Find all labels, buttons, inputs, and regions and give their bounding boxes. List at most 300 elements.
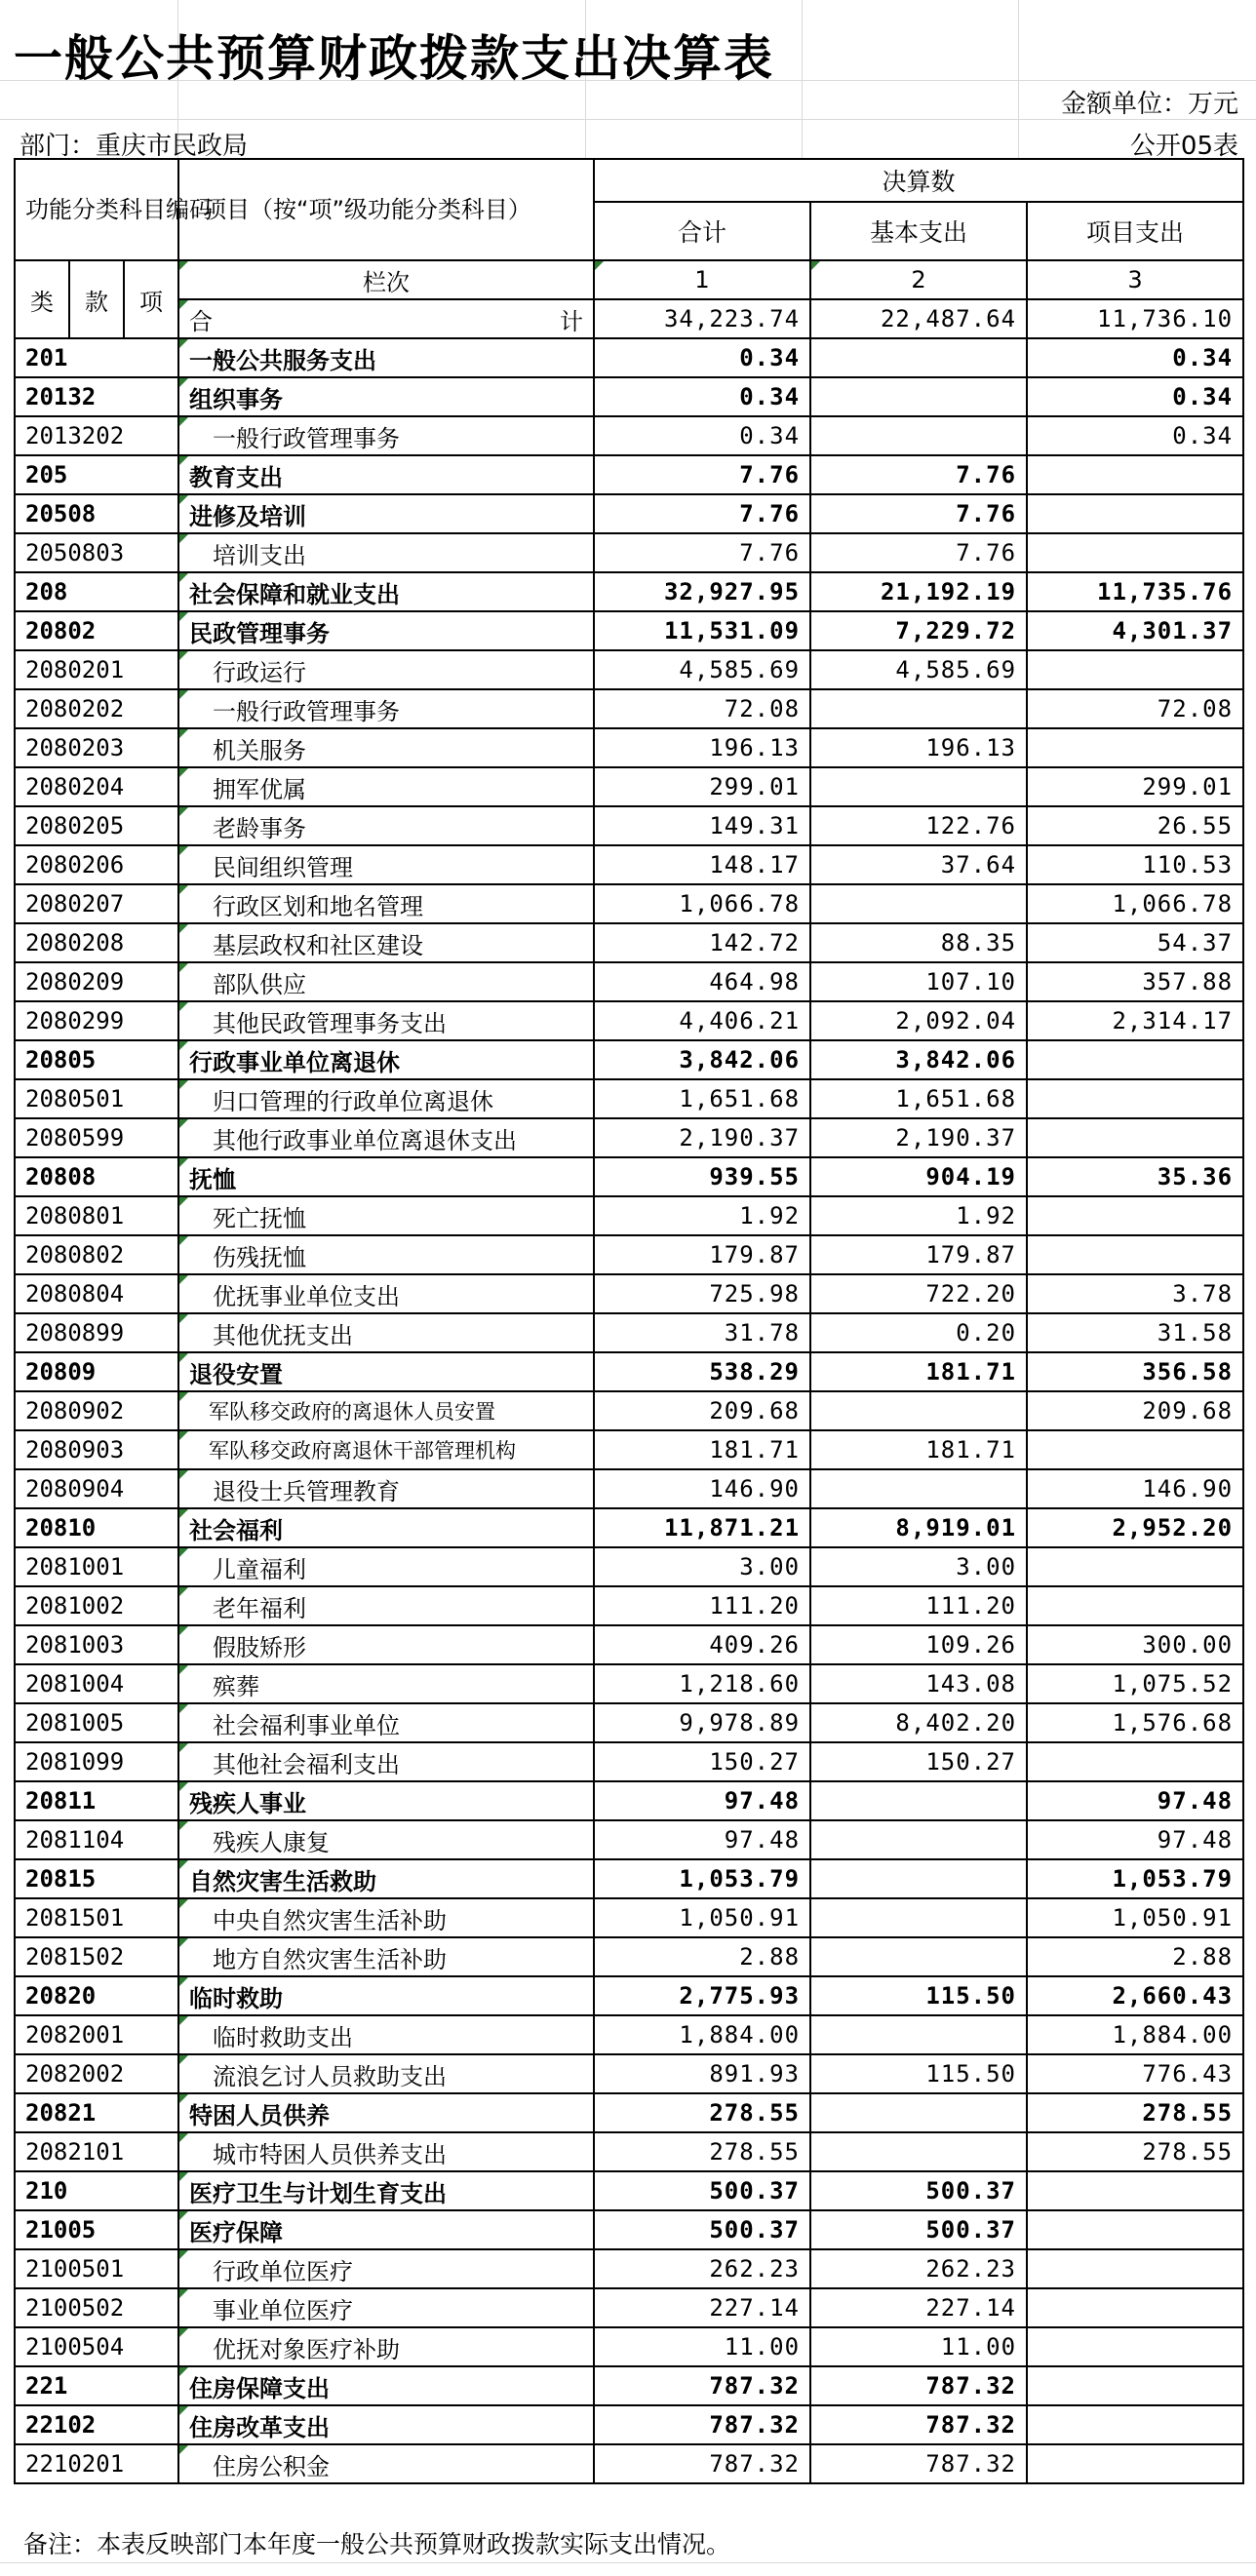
row-total: 939.55 <box>594 1157 810 1196</box>
row-total: 787.32 <box>594 2405 810 2444</box>
row-basic: 0.20 <box>810 1313 1027 1352</box>
row-total: 262.23 <box>594 2249 810 2288</box>
table-row <box>15 1313 1243 1352</box>
header-lanci: 栏次 <box>178 260 594 299</box>
row-total: 111.20 <box>594 1586 810 1625</box>
table-row <box>15 2327 1243 2366</box>
table-row <box>15 1391 1243 1430</box>
table-row <box>15 494 1243 533</box>
row-code: 2082001 <box>15 2015 178 2054</box>
table-row <box>15 2171 1243 2210</box>
row-project: 146.90 <box>1027 1469 1243 1508</box>
row-total: 148.17 <box>594 845 810 884</box>
row-name: 组织事务 <box>178 377 594 416</box>
row-code: 2080599 <box>15 1118 178 1157</box>
header-kuan: 款 <box>69 260 124 338</box>
row-project <box>1027 1118 1243 1157</box>
row-name: 地方自然灾害生活补助 <box>178 1937 594 1976</box>
row-basic <box>810 767 1027 806</box>
table-row <box>15 689 1243 728</box>
table-row <box>15 1781 1243 1820</box>
row-code: 2080206 <box>15 845 178 884</box>
row-name: 一般行政管理事务 <box>178 416 594 455</box>
row-total: 278.55 <box>594 2132 810 2171</box>
row-total: 97.48 <box>594 1781 810 1820</box>
row-total: 142.72 <box>594 923 810 962</box>
row-project <box>1027 1079 1243 1118</box>
table-row <box>15 2015 1243 2054</box>
row-code: 210 <box>15 2171 178 2210</box>
table-row <box>15 2132 1243 2171</box>
row-basic <box>810 338 1027 377</box>
row-code: 2080902 <box>15 1391 178 1430</box>
row-basic: 722.20 <box>810 1274 1027 1313</box>
row-name: 抚恤 <box>178 1157 594 1196</box>
row-total: 538.29 <box>594 1352 810 1391</box>
row-name: 行政运行 <box>178 650 594 689</box>
row-basic: 7.76 <box>810 494 1027 533</box>
row-name: 其他优抚支出 <box>178 1313 594 1352</box>
row-project <box>1027 494 1243 533</box>
row-total: 500.37 <box>594 2210 810 2249</box>
row-basic: 7,229.72 <box>810 611 1027 650</box>
row-code: 2082101 <box>15 2132 178 2171</box>
row-total: 1,218.60 <box>594 1664 810 1703</box>
grid-line <box>0 2562 1256 2563</box>
header-col-1: 1 <box>594 260 810 299</box>
row-name: 其他社会福利支出 <box>178 1742 594 1781</box>
row-basic <box>810 416 1027 455</box>
row-total: 1,651.68 <box>594 1079 810 1118</box>
row-name: 特困人员供养 <box>178 2093 594 2132</box>
row-basic: 11.00 <box>810 2327 1027 2366</box>
row-total: 409.26 <box>594 1625 810 1664</box>
table-row <box>15 1274 1243 1313</box>
row-basic: 196.13 <box>810 728 1027 767</box>
row-total: 1,066.78 <box>594 884 810 923</box>
row-total: 146.90 <box>594 1469 810 1508</box>
row-basic <box>810 377 1027 416</box>
row-project: 1,576.68 <box>1027 1703 1243 1742</box>
table-row <box>15 1469 1243 1508</box>
row-total: 1,884.00 <box>594 2015 810 2054</box>
table-row <box>15 1079 1243 1118</box>
table-row <box>15 1703 1243 1742</box>
row-total: 0.34 <box>594 338 810 377</box>
table-row <box>15 1742 1243 1781</box>
row-basic <box>810 1859 1027 1898</box>
row-code: 2080204 <box>15 767 178 806</box>
row-name: 行政单位医疗 <box>178 2249 594 2288</box>
row-project: 4,301.37 <box>1027 611 1243 650</box>
row-total: 2.88 <box>594 1937 810 1976</box>
row-basic: 8,919.01 <box>810 1508 1027 1547</box>
row-total: 7.76 <box>594 533 810 572</box>
table-row <box>15 1196 1243 1235</box>
table-row <box>15 1235 1243 1274</box>
row-basic: 122.76 <box>810 806 1027 845</box>
row-total: 209.68 <box>594 1391 810 1430</box>
header-final: 决算数 <box>594 159 1243 202</box>
row-total: 1.92 <box>594 1196 810 1235</box>
table-row <box>15 1976 1243 2015</box>
row-project: 357.88 <box>1027 962 1243 1001</box>
row-code: 20815 <box>15 1859 178 1898</box>
row-name: 基层政权和社区建设 <box>178 923 594 962</box>
row-project <box>1027 1430 1243 1469</box>
row-project: 0.34 <box>1027 377 1243 416</box>
row-total: 149.31 <box>594 806 810 845</box>
table-row <box>15 533 1243 572</box>
row-name: 一般公共服务支出 <box>178 338 594 377</box>
row-code: 2081104 <box>15 1820 178 1859</box>
row-total: 0.34 <box>594 416 810 455</box>
row-code: 2080501 <box>15 1079 178 1118</box>
row-project <box>1027 2210 1243 2249</box>
row-basic: 111.20 <box>810 1586 1027 1625</box>
table-row <box>15 2093 1243 2132</box>
grid-line <box>802 0 803 158</box>
row-name: 行政事业单位离退休 <box>178 1040 594 1079</box>
row-total: 32,927.95 <box>594 572 810 611</box>
header-row-3 <box>15 260 1243 299</box>
row-total: 150.27 <box>594 1742 810 1781</box>
table-row <box>15 455 1243 494</box>
row-basic <box>810 1937 1027 1976</box>
row-name: 部队供应 <box>178 962 594 1001</box>
row-name: 残疾人康复 <box>178 1820 594 1859</box>
row-code: 2081501 <box>15 1898 178 1937</box>
row-code: 2080904 <box>15 1469 178 1508</box>
row-code: 2081001 <box>15 1547 178 1586</box>
row-code: 2080203 <box>15 728 178 767</box>
row-name: 军队移交政府的离退休人员安置 <box>178 1391 594 1430</box>
row-project <box>1027 1235 1243 1274</box>
table-row <box>15 1118 1243 1157</box>
row-project: 31.58 <box>1027 1313 1243 1352</box>
row-code: 2080804 <box>15 1274 178 1313</box>
header-col-3: 3 <box>1027 260 1243 299</box>
row-name: 教育支出 <box>178 455 594 494</box>
row-total: 7.76 <box>594 494 810 533</box>
row-total: 11,871.21 <box>594 1508 810 1547</box>
row-name: 医疗卫生与计划生育支出 <box>178 2171 594 2210</box>
row-total: 725.98 <box>594 1274 810 1313</box>
row-code: 2080299 <box>15 1001 178 1040</box>
header-func-code: 功能分类科目编码 <box>15 159 178 260</box>
row-name: 殡葬 <box>178 1664 594 1703</box>
row-project <box>1027 455 1243 494</box>
header-project: 项目支出 <box>1027 202 1243 260</box>
row-name: 中央自然灾害生活补助 <box>178 1898 594 1937</box>
row-basic: 500.37 <box>810 2210 1027 2249</box>
row-code: 201 <box>15 338 178 377</box>
row-code: 2100504 <box>15 2327 178 2366</box>
table-row <box>15 2366 1243 2405</box>
row-total: 9,978.89 <box>594 1703 810 1742</box>
row-code: 2080205 <box>15 806 178 845</box>
header-item: 项目（按“项”级功能分类科目） <box>178 159 594 260</box>
table-row <box>15 2210 1243 2249</box>
row-code: 2081002 <box>15 1586 178 1625</box>
row-project: 1,884.00 <box>1027 2015 1243 2054</box>
row-project: 299.01 <box>1027 767 1243 806</box>
row-total: 72.08 <box>594 689 810 728</box>
table-row <box>15 728 1243 767</box>
row-project: 2.88 <box>1027 1937 1243 1976</box>
row-basic: 88.35 <box>810 923 1027 962</box>
header-total: 合计 <box>594 202 810 260</box>
header-basic: 基本支出 <box>810 202 1027 260</box>
row-basic: 227.14 <box>810 2288 1027 2327</box>
row-project <box>1027 533 1243 572</box>
total-sum: 34,223.74 <box>594 299 810 338</box>
table-row <box>15 338 1243 377</box>
row-project: 776.43 <box>1027 2054 1243 2093</box>
table-row <box>15 962 1243 1001</box>
row-basic: 787.32 <box>810 2444 1027 2483</box>
row-project: 1,066.78 <box>1027 884 1243 923</box>
row-basic: 1,651.68 <box>810 1079 1027 1118</box>
row-project <box>1027 1586 1243 1625</box>
row-name: 优抚对象医疗补助 <box>178 2327 594 2366</box>
row-basic: 2,190.37 <box>810 1118 1027 1157</box>
row-project <box>1027 2366 1243 2405</box>
row-basic <box>810 1469 1027 1508</box>
row-total: 464.98 <box>594 962 810 1001</box>
row-project <box>1027 1742 1243 1781</box>
row-project: 0.34 <box>1027 416 1243 455</box>
row-name: 临时救助支出 <box>178 2015 594 2054</box>
row-total: 3,842.06 <box>594 1040 810 1079</box>
row-name: 民间组织管理 <box>178 845 594 884</box>
table-row <box>15 1352 1243 1391</box>
row-project: 35.36 <box>1027 1157 1243 1196</box>
row-total: 278.55 <box>594 2093 810 2132</box>
table-row <box>15 377 1243 416</box>
row-basic <box>810 1820 1027 1859</box>
row-project: 300.00 <box>1027 1625 1243 1664</box>
row-name: 临时救助 <box>178 1976 594 2015</box>
row-basic: 181.71 <box>810 1430 1027 1469</box>
table-row <box>15 923 1243 962</box>
row-name: 其他民政管理事务支出 <box>178 1001 594 1040</box>
row-project: 110.53 <box>1027 845 1243 884</box>
row-name: 残疾人事业 <box>178 1781 594 1820</box>
row-basic: 904.19 <box>810 1157 1027 1196</box>
row-name: 自然灾害生活救助 <box>178 1859 594 1898</box>
row-project <box>1027 2405 1243 2444</box>
form-number: 公开05表 <box>1129 132 1238 161</box>
page-title: 一般公共预算财政拨款支出决算表 <box>14 30 774 87</box>
row-name: 流浪乞讨人员救助支出 <box>178 2054 594 2093</box>
table-row <box>15 1430 1243 1469</box>
row-basic: 4,585.69 <box>810 650 1027 689</box>
row-code: 20811 <box>15 1781 178 1820</box>
row-project: 2,314.17 <box>1027 1001 1243 1040</box>
table-row <box>15 1820 1243 1859</box>
row-basic: 3,842.06 <box>810 1040 1027 1079</box>
table-row <box>15 2288 1243 2327</box>
total-label-b: 计 <box>560 307 584 335</box>
row-project <box>1027 728 1243 767</box>
row-project: 26.55 <box>1027 806 1243 845</box>
row-name: 退役安置 <box>178 1352 594 1391</box>
table-row <box>15 1859 1243 1898</box>
row-basic <box>810 884 1027 923</box>
row-code: 2100502 <box>15 2288 178 2327</box>
row-project <box>1027 2327 1243 2366</box>
row-code: 2080208 <box>15 923 178 962</box>
row-project <box>1027 2288 1243 2327</box>
expenditure-table <box>14 158 1244 2484</box>
row-code: 21005 <box>15 2210 178 2249</box>
row-basic: 143.08 <box>810 1664 1027 1703</box>
row-code: 2080209 <box>15 962 178 1001</box>
row-code: 2081004 <box>15 1664 178 1703</box>
row-basic: 262.23 <box>810 2249 1027 2288</box>
row-basic: 21,192.19 <box>810 572 1027 611</box>
row-basic: 787.32 <box>810 2405 1027 2444</box>
row-name: 优抚事业单位支出 <box>178 1274 594 1313</box>
row-basic: 500.37 <box>810 2171 1027 2210</box>
amount-unit: 金额单位：万元 <box>1060 90 1238 119</box>
row-total: 2,775.93 <box>594 1976 810 2015</box>
row-code: 20508 <box>15 494 178 533</box>
row-total: 891.93 <box>594 2054 810 2093</box>
row-basic: 787.32 <box>810 2366 1027 2405</box>
row-basic: 8,402.20 <box>810 1703 1027 1742</box>
row-basic: 7.76 <box>810 533 1027 572</box>
row-code: 2013202 <box>15 416 178 455</box>
row-code: 20808 <box>15 1157 178 1196</box>
table-row <box>15 416 1243 455</box>
row-name: 社会福利 <box>178 1508 594 1547</box>
row-project <box>1027 1547 1243 1586</box>
table-row <box>15 884 1243 923</box>
row-name: 归口管理的行政单位离退休 <box>178 1079 594 1118</box>
row-code: 2082002 <box>15 2054 178 2093</box>
row-name: 社会福利事业单位 <box>178 1703 594 1742</box>
row-name: 机关服务 <box>178 728 594 767</box>
row-code: 2080207 <box>15 884 178 923</box>
row-project: 97.48 <box>1027 1781 1243 1820</box>
row-name: 死亡抚恤 <box>178 1196 594 1235</box>
row-total: 787.32 <box>594 2444 810 2483</box>
row-name: 老龄事务 <box>178 806 594 845</box>
row-code: 20802 <box>15 611 178 650</box>
total-project: 11,736.10 <box>1027 299 1243 338</box>
row-project: 209.68 <box>1027 1391 1243 1430</box>
table-row <box>15 767 1243 806</box>
row-basic: 107.10 <box>810 962 1027 1001</box>
table-row <box>15 1664 1243 1703</box>
row-project: 1,075.52 <box>1027 1664 1243 1703</box>
row-name: 社会保障和就业支出 <box>178 572 594 611</box>
row-code: 208 <box>15 572 178 611</box>
row-code: 205 <box>15 455 178 494</box>
row-name: 事业单位医疗 <box>178 2288 594 2327</box>
row-name: 住房保障支出 <box>178 2366 594 2405</box>
row-project: 3.78 <box>1027 1274 1243 1313</box>
table-row <box>15 572 1243 611</box>
row-basic <box>810 2132 1027 2171</box>
row-code: 2080903 <box>15 1430 178 1469</box>
row-total: 4,585.69 <box>594 650 810 689</box>
table-row <box>15 2054 1243 2093</box>
row-basic: 150.27 <box>810 1742 1027 1781</box>
row-project: 11,735.76 <box>1027 572 1243 611</box>
department-label: 部门：重庆市民政局 <box>20 132 249 161</box>
table-row <box>15 1001 1243 1040</box>
row-code: 20810 <box>15 1508 178 1547</box>
row-name: 老年福利 <box>178 1586 594 1625</box>
table-row <box>15 1937 1243 1976</box>
row-total: 1,053.79 <box>594 1859 810 1898</box>
row-basic: 179.87 <box>810 1235 1027 1274</box>
row-basic: 7.76 <box>810 455 1027 494</box>
row-name: 儿童福利 <box>178 1547 594 1586</box>
row-name: 其他行政事业单位离退休支出 <box>178 1118 594 1157</box>
row-code: 20821 <box>15 2093 178 2132</box>
table-row <box>15 1547 1243 1586</box>
total-row <box>15 299 1243 338</box>
row-code: 20805 <box>15 1040 178 1079</box>
row-basic: 115.50 <box>810 1976 1027 2015</box>
row-name: 培训支出 <box>178 533 594 572</box>
table-row <box>15 1157 1243 1196</box>
row-name: 住房公积金 <box>178 2444 594 2483</box>
row-basic: 3.00 <box>810 1547 1027 1586</box>
row-name: 假肢矫形 <box>178 1625 594 1664</box>
row-project: 2,660.43 <box>1027 1976 1243 2015</box>
row-name: 伤残抚恤 <box>178 1235 594 1274</box>
row-code: 221 <box>15 2366 178 2405</box>
row-code: 20820 <box>15 1976 178 2015</box>
row-name: 退役士兵管理教育 <box>178 1469 594 1508</box>
row-total: 3.00 <box>594 1547 810 1586</box>
header-xiang: 项 <box>124 260 178 338</box>
row-name: 拥军优属 <box>178 767 594 806</box>
row-basic: 37.64 <box>810 845 1027 884</box>
row-name: 民政管理事务 <box>178 611 594 650</box>
table-row <box>15 1586 1243 1625</box>
row-project: 1,050.91 <box>1027 1898 1243 1937</box>
table-row <box>15 1508 1243 1547</box>
row-project <box>1027 2444 1243 2483</box>
header-col-2: 2 <box>810 260 1027 299</box>
row-total: 2,190.37 <box>594 1118 810 1157</box>
row-total: 179.87 <box>594 1235 810 1274</box>
row-total: 4,406.21 <box>594 1001 810 1040</box>
row-basic: 181.71 <box>810 1352 1027 1391</box>
row-project: 54.37 <box>1027 923 1243 962</box>
row-basic <box>810 2093 1027 2132</box>
row-basic: 1.92 <box>810 1196 1027 1235</box>
row-project <box>1027 2249 1243 2288</box>
row-project: 1,053.79 <box>1027 1859 1243 1898</box>
table-row <box>15 806 1243 845</box>
row-code: 22102 <box>15 2405 178 2444</box>
row-project: 278.55 <box>1027 2132 1243 2171</box>
row-project: 72.08 <box>1027 689 1243 728</box>
row-name: 医疗保障 <box>178 2210 594 2249</box>
row-basic <box>810 1781 1027 1820</box>
row-total: 299.01 <box>594 767 810 806</box>
row-name: 一般行政管理事务 <box>178 689 594 728</box>
row-total: 11.00 <box>594 2327 810 2366</box>
row-basic <box>810 1391 1027 1430</box>
